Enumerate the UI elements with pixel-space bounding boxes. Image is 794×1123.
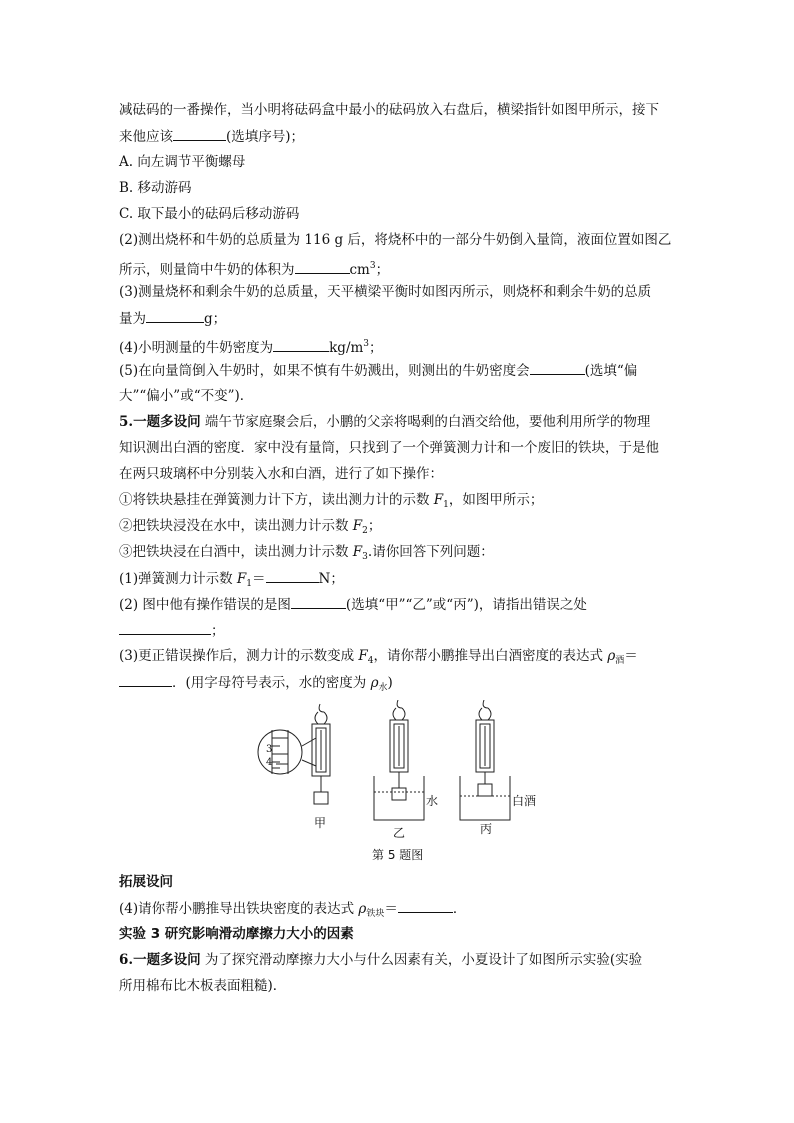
answer-blank[interactable] [295,259,350,274]
q5-line-3: 在两只玻璃杯中分别装入水和白酒，进行了如下操作： [119,466,443,482]
q4-part4: (4)小明测量的牛奶密度为 $kg/m^3$； [119,339,383,356]
label-water: 水 [426,794,439,808]
q5-line-2: 知识测出白酒的密度．家中没有量筒，只找到了一个弹簧测力计和一个废旧的铁块，于是他 [119,440,659,456]
label-jia: 甲 [314,816,327,830]
answer-blank[interactable] [530,360,585,375]
q6-line-1: 6.一题多设问 为了探究滑动摩擦力大小与什么因素有关，小夏设计了如图所示实验(实验 [119,952,643,968]
iron-block-2 [392,788,406,800]
iron-block-1 [314,792,328,804]
experiment-3-title: 实验 3 研究影响滑动摩擦力大小的因素 [119,926,354,942]
q4-part5-line-2: 大”“偏小”或“不变”)． [119,388,254,404]
q4-part2-line-2: 所示，则量筒中牛奶的体积为 $cm^3$； [119,261,390,278]
q5-part3-line-2: ．(用字母符号表示，水的密度为 $\rho_水$) [119,672,393,698]
answer-blank[interactable] [273,337,329,352]
ext-part4: (4)请你帮小鹏推导出铁块密度的表达式 $\rho_{铁块}=$ ． [119,898,466,924]
answer-blank[interactable] [119,620,211,635]
option-a: A. 向左调节平衡螺母 [119,154,246,170]
q4-part3-line-1: (3)测量烧杯和剩余牛奶的总质量，天平横梁平衡时如图丙所示，则烧杯和剩余牛奶的总质 [119,284,652,300]
option-b: B. 移动游码 [119,180,192,196]
answer-blank[interactable] [398,898,453,913]
magnifier-circle [258,730,302,774]
answer-blank[interactable] [266,568,319,583]
q5-part3-line-1: (3)更正错误操作后，测力计的示数变成 $F_4$，请你帮小鹏推导出白酒密度的表达式 $\rho_酒=$ [119,648,638,666]
answer-blank[interactable] [119,672,172,687]
spring-scale-diagram [250,700,550,840]
label-liquor: 白酒 [512,794,537,808]
q5-step-1: ①将铁块悬挂在弹簧测力计下方，读出测力计的示数 $F_1$，如图甲所示； [119,492,544,510]
q5-line-1: 5.一题多设问 端午节家庭聚会后，小鹏的父亲将喝剩的白酒交给他，要他利用所学的物理 [119,414,651,430]
answer-blank[interactable] [291,594,346,609]
q4-line-2: 来他应该 (选填序号)； [119,126,304,147]
q6-line-2: 所用棉布比木板表面粗糙)． [119,978,287,994]
scale-mark-4: 4 [266,757,273,768]
label-yi: 乙 [393,826,406,840]
option-c: C. 取下最小的砝码后移动游码 [119,206,300,222]
q5-part2-line-2: ； [119,620,225,641]
figure-caption: 第 5 题图 [372,848,424,862]
q4-part5-line-1: (5)在向量筒倒入牛奶时，如果不慎有牛奶溅出，则测出的牛奶密度会 (选填“偏 [119,360,637,381]
q4-part2-line-1: (2)测出烧杯和牛奶的总质量为 116 g 后，将烧杯中的一部分牛奶倒入量筒，液面位置如图乙 [119,232,672,248]
answer-blank[interactable] [146,308,204,323]
q5-part2-line-1: (2) 图中他有操作错误的是图 (选填“甲”“乙”或“丙”)，请指出错误之处 [119,594,587,615]
iron-block-3 [478,784,492,796]
answer-blank[interactable] [173,126,226,141]
extension-title: 拓展设问 [119,874,173,890]
label-bing: 丙 [480,822,493,836]
q4-part3-line-2: 量为 g； [119,308,226,329]
figure-q5 [250,700,550,844]
q5-step-2: ②把铁块浸没在水中，读出测力计示数 $F_2$； [119,518,382,536]
q5-step-3: ③把铁块浸在白酒中，读出测力计示数 $F_3$.请你回答下列问题： [119,544,494,562]
q4-line-1: 减砝码的一番操作，当小明将砝码盒中最小的砝码放入右盘后，横梁指针如图甲所示，接下 [119,102,659,118]
scale-mark-3: 3 [266,744,273,755]
q5-part1: (1)弹簧测力计示数 $F_1= N$； [119,568,344,594]
